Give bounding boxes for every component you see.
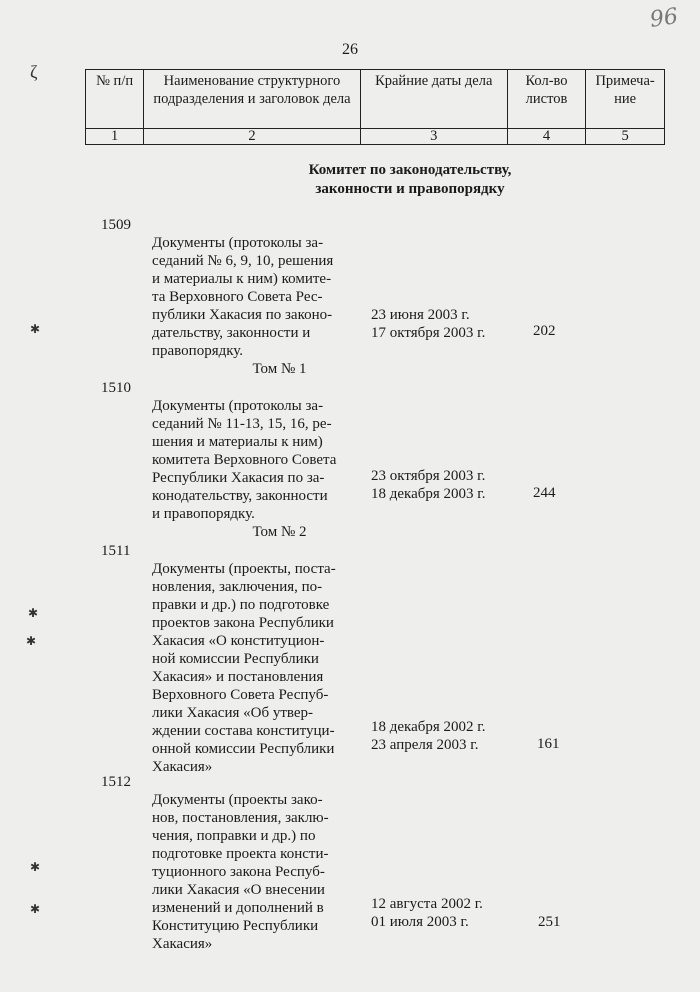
entry-number: 1509 [101, 217, 131, 233]
entry-sheets: 161 [537, 736, 560, 752]
entry-sheets: 244 [533, 485, 556, 501]
entry-description-text: Документы (проекты зако- нов, постановления, заклю- чения, поправки и др.) по подготовке проекта консти- туционного закона Респуб- лики Хакасия «О внесении изменений и дополнений в Конституцию Республики Хакасия» [152, 792, 329, 952]
scan-mark: ✱ [30, 860, 41, 874]
entry-number: 1511 [101, 543, 131, 559]
entry-dates: 23 июня 2003 г. 17 октября 2003 г. [371, 307, 486, 341]
entry-dates: 12 августа 2002 г. 01 июля 2003 г. [371, 896, 483, 930]
entry-dates: 23 октября 2003 г. 18 декабря 2003 г. [371, 468, 486, 502]
entry-description [152, 379, 367, 559]
sheet-number-mark: 96 [648, 4, 680, 33]
col-number: 1 [86, 129, 144, 145]
col-header-number: № п/п [86, 70, 144, 129]
entry-description-text: Документы (протоколы за- седаний № 6, 9, 10, решения и материалы к ним) комите- та Верховного Совета Рес- публики Хакасия по законо- дательству, законности и правопорядку. [152, 235, 334, 359]
col-number: 4 [507, 129, 585, 145]
col-header-notes: Примеча-ние [586, 70, 665, 129]
scan-mark: ✱ [30, 322, 41, 336]
entry-description-text: Документы (проекты, поста- новления, заключения, по- правки и др.) по подготовке проектов закона Республики Хакасия «О конституцион- ной комиссии Республики Хакасия» и постановления Верховного Совета Респуб- лики Хакасия «Об утвер- ждении состава конституци- онной комиссии Республики Хакасия» [152, 561, 336, 775]
column-number-row [86, 129, 665, 145]
col-number: 5 [586, 129, 665, 145]
entry-volume: Том № 1 [252, 361, 307, 377]
col-header-title: Наименование структурного подразделения и заголовок дела [144, 70, 360, 129]
entry-description [152, 542, 367, 776]
entry-sheets: 251 [538, 914, 561, 930]
entry-description-text: Документы (протоколы за- седаний № 11-13, 15, 16, ре- шения и материалы к ним) комитета Верховного Совета Республики Хакасия по за- конодательству, законности и правопорядку. [152, 398, 337, 522]
inventory-table-header [85, 69, 665, 145]
header-row [86, 70, 665, 129]
entry-description [152, 773, 367, 953]
col-number: 2 [144, 129, 360, 145]
entry-volume: Том № 2 [252, 524, 307, 540]
scan-mark: ✱ [28, 606, 39, 620]
entry-number: 1512 [101, 774, 131, 790]
col-number: 3 [360, 129, 507, 145]
page-number: 26 [342, 41, 358, 58]
scan-mark: ✱ [26, 634, 37, 648]
entry-dates: 18 декабря 2002 г. 23 апреля 2003 г. [371, 719, 486, 753]
scan-mark: ζ [30, 62, 38, 82]
col-header-dates: Крайние даты дела [360, 70, 507, 129]
entry-description [152, 216, 367, 396]
scan-mark: ✱ [30, 902, 41, 916]
section-title: Комитет по законодательству, законности и правопорядку [308, 162, 512, 197]
col-header-sheets: Кол-во листов [507, 70, 585, 129]
entry-number: 1510 [101, 380, 131, 396]
entry-sheets: 202 [533, 323, 556, 339]
